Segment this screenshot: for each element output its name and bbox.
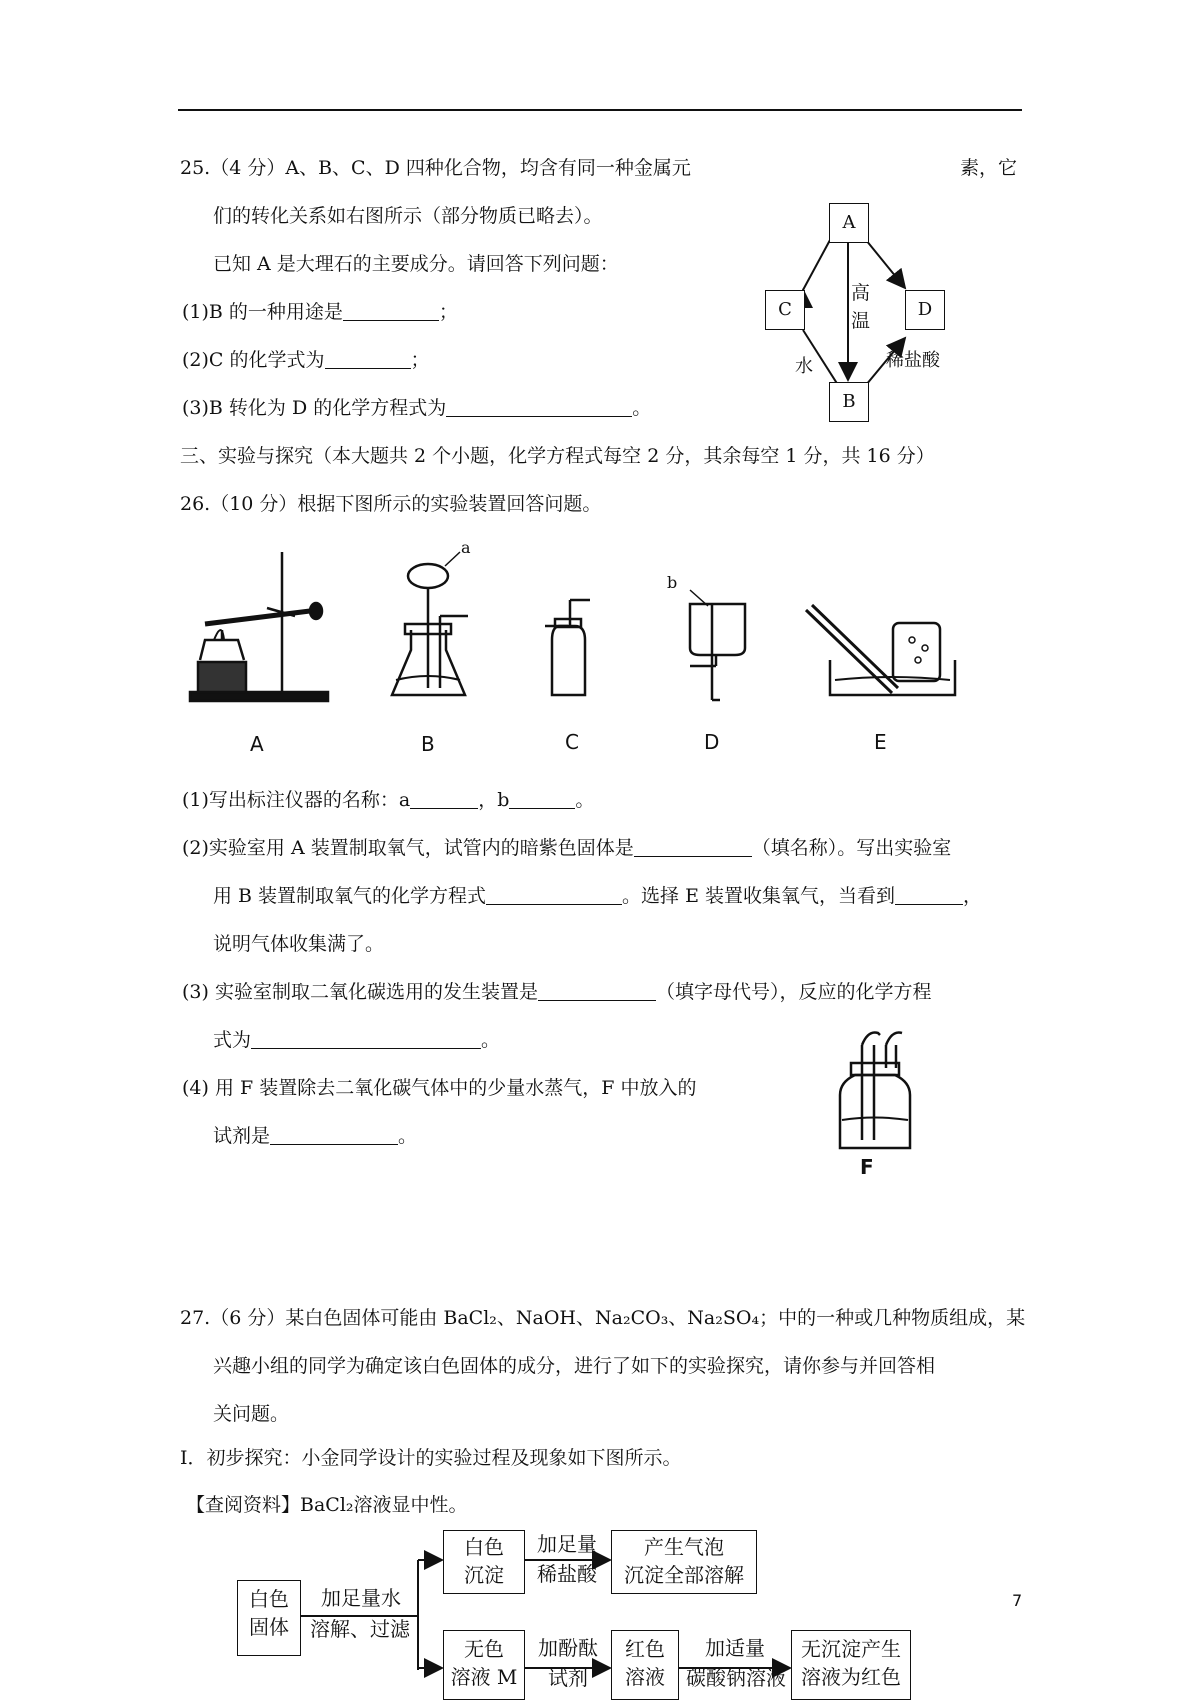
flow-step4-top: 加适量: [705, 1636, 765, 1660]
q27-line4: I．初步探究：小金同学设计的实验过程及现象如下图所示。: [180, 1447, 682, 1469]
q25-sub3: (3)B 转化为 D 的化学方程式为 。: [182, 397, 652, 419]
apparatus-label-c: C: [565, 730, 579, 754]
q26-sub2-line1: (2)实验室用 A 装置制取氧气，试管内的暗紫色固体是 （填名称）。写出实验室: [182, 837, 952, 859]
q26-sub1: (1)写出标注仪器的名称：a ，b 。: [182, 789, 595, 811]
diagram-box-b: B: [829, 382, 869, 422]
q25-sub2: (2)C 的化学式为 ；: [182, 349, 430, 371]
flow-white-solid: 白色 固体: [237, 1580, 301, 1656]
page-number: 7: [1012, 1591, 1023, 1610]
q25-sub1: (1)B 的一种用途是 ；: [182, 301, 458, 323]
q25-line2: 们的转化关系如右图所示（部分物质已略去）。: [213, 205, 603, 227]
q26-sub4-line1: (4) 用 F 装置除去二氧化碳气体中的少量水蒸气，F 中放入的: [182, 1077, 697, 1099]
flow-step1-top: 加足量水: [321, 1586, 401, 1610]
flow-step3-top: 加酚酞: [538, 1636, 598, 1660]
flow-white-precipitate: 白色 沉淀: [443, 1530, 525, 1594]
apparatus-label-e: E: [874, 730, 887, 754]
flow-step1-bottom: 溶解、过滤: [310, 1617, 410, 1641]
flow-step3-bottom: 试剂: [548, 1666, 588, 1690]
q26-sub2-line2: 用 B 装置制取氧气的化学方程式 。选择 E 装置收集氧气，当看到 ，: [213, 885, 983, 907]
flow-result-no-precipitate: 无沉淀产生 溶液为红色: [791, 1630, 911, 1700]
apparatus-marker-b: b: [667, 573, 678, 592]
q27-line2: 兴趣小组的同学为确定该白色固体的成分，进行了如下的实验探究，请你参与并回答相: [213, 1355, 936, 1377]
q25-line3: 已知 A 是大理石的主要成分。请回答下列问题：: [213, 253, 619, 275]
diagram-box-d: D: [905, 290, 945, 330]
flow-step2-top: 加足量: [537, 1532, 597, 1556]
q27-line1: 27.（6 分）某白色固体可能由 BaCl₂、NaOH、Na₂CO₃、Na₂SO₄；中的一种或几种物质组成，某: [180, 1307, 1026, 1329]
diagram-box-a: A: [829, 203, 869, 243]
apparatus-label-a: A: [250, 732, 264, 756]
apparatus-label-b: B: [421, 732, 435, 756]
diagram-label-water: 水: [795, 356, 813, 377]
flow-result-bubbles: 产生气泡 沉淀全部溶解: [611, 1530, 757, 1594]
q25-line1-end: 素，它: [960, 157, 1018, 179]
apparatus-label-f: F: [860, 1155, 874, 1179]
q26-sub3-line2: 式为 。: [213, 1029, 501, 1051]
q27-line5: 【查阅资料】BaCl₂溶液显中性。: [186, 1494, 468, 1516]
diagram-label-acid: 稀盐酸: [886, 350, 940, 371]
section-3-heading: 三、实验与探究（本大题共 2 个小题，化学方程式每空 2 分，其余每空 1 分，共 16 分）: [180, 445, 935, 467]
diagram-label-gao: 高: [851, 282, 871, 304]
q26-sub4-line2: 试剂是 。: [213, 1125, 418, 1147]
diagram-box-c: C: [765, 290, 805, 330]
q26-sub2-line3: 说明气体收集满了。: [213, 933, 385, 955]
q26-sub3-line1: (3) 实验室制取二氧化碳选用的发生装置是 （填字母代号），反应的化学方程: [182, 981, 932, 1003]
q25-line1: 25.（4 分）A、B、C、D 四种化合物，均含有同一种金属元: [180, 157, 691, 179]
apparatus-marker-a: a: [461, 538, 471, 557]
apparatus-label-d: D: [704, 730, 720, 754]
flow-red-solution: 红色 溶液: [611, 1630, 679, 1700]
q26-title: 26.（10 分）根据下图所示的实验装置回答问题。: [180, 493, 602, 515]
flow-step2-bottom: 稀盐酸: [537, 1562, 597, 1586]
flow-colorless-solution: 无色 溶液 M: [443, 1630, 525, 1700]
flow-step4-bottom: 碳酸钠溶液: [686, 1666, 786, 1690]
q27-line3: 关问题。: [213, 1403, 290, 1425]
diagram-label-wen: 温: [851, 310, 871, 332]
